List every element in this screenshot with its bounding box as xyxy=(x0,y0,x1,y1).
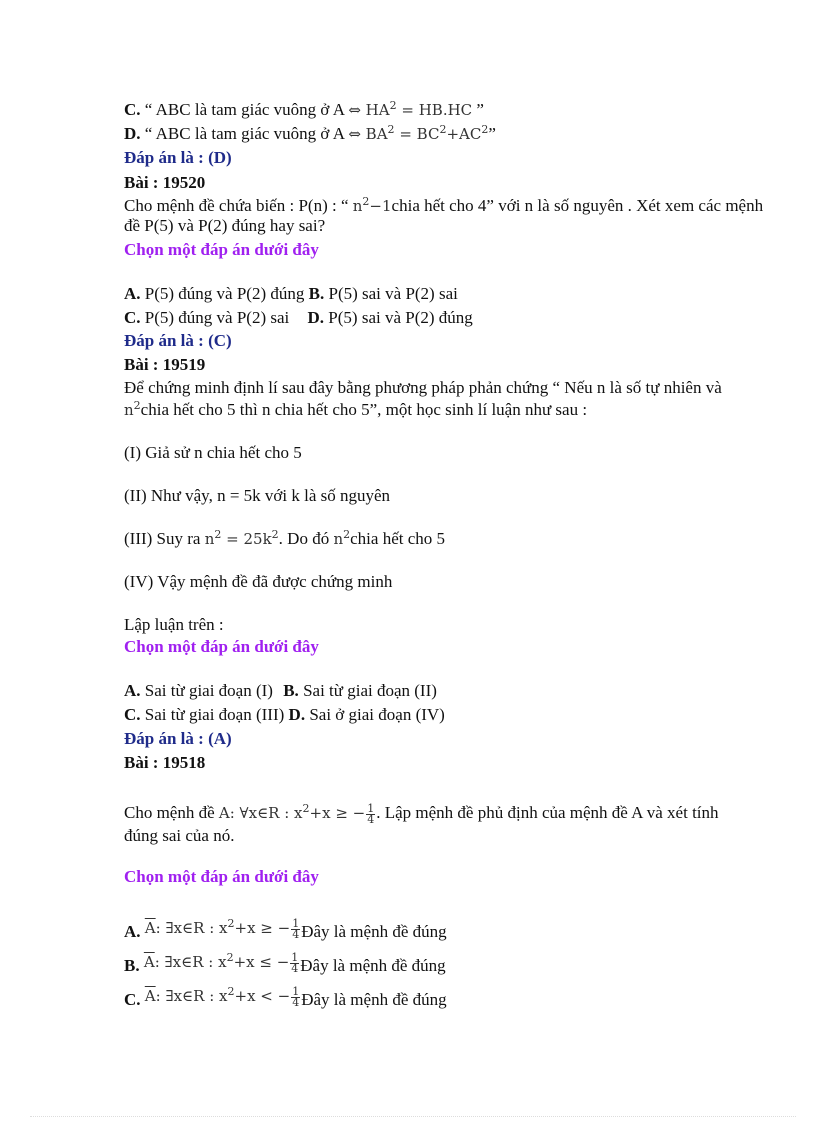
q2-option-b[interactable]: B. Sai từ giai đoạn (II) xyxy=(283,681,437,700)
q2-title: Bài : 19519 xyxy=(124,355,206,374)
q2-step1: (I) Giả sử n chia hết cho 5 xyxy=(124,443,302,462)
q2-answer: Đáp án là : (A) xyxy=(124,729,232,748)
prev-answer: Đáp án là : (D) xyxy=(124,148,232,167)
q2-step3: (III) Suy ra $n^2 = 25k^2$. Do đó $n^2chia$ hết cho 5 xyxy=(124,528,446,548)
q2-option-d[interactable]: D. Sai ở giai đoạn (IV) xyxy=(288,705,445,724)
q3-statement: A: ∀x∈R : $x^2+x$ ≥ − $\frac{1}{4}$ xyxy=(218,801,375,826)
q1-line2: đề P(5) và P(2) đúng hay sai? xyxy=(124,216,326,235)
q2-options-row1 xyxy=(124,681,437,701)
page-footer-divider xyxy=(30,1116,796,1117)
q3-title: Bài : 19518 xyxy=(124,753,206,772)
q3-choose-label: Chọn một đáp án dưới đây xyxy=(124,867,319,886)
q1-choose-label: Chọn một đáp án dưới đây xyxy=(124,240,319,259)
q1-option-b[interactable]: B. P(5) sai và P(2) sai xyxy=(308,284,458,303)
q1-answer: Đáp án là : (C) xyxy=(124,331,232,350)
q1-option-c[interactable]: C. P(5) đúng và P(2) sai xyxy=(124,308,294,327)
q3-line2: đúng sai của nó. xyxy=(124,826,235,845)
q3-option-a[interactable]: A. $\overline{A}$: ∃x∈R : $x^2+x$ ≥ − $\frac{1}{4}$ Đây là mệnh đề đúng xyxy=(124,916,447,941)
q1-option-d[interactable]: D. P(5) sai và P(2) đúng xyxy=(307,308,473,327)
q2-option-c[interactable]: C. Sai từ giai đoạn (III) xyxy=(124,705,289,724)
q2-options-row2 xyxy=(124,705,445,725)
q3-line1: Cho mệnh đề A: ∀x∈R : $x^2+x$ ≥ − $\frac{1}{4}$ . Lập mệnh đề phủ định của mệnh đề A và xét tính xyxy=(124,801,719,826)
q2-conclusion: Lập luận trên : xyxy=(124,615,224,634)
q1-options-row1 xyxy=(124,284,458,304)
prev-option-c: C. “ ABC là tam giác vuông ở A ⇔ $HA^2 = HB.HC$ ” xyxy=(124,99,484,119)
q1-options-row2 xyxy=(124,308,473,328)
q2-line1: Để chứng minh định lí sau đây bằng phương pháp phản chứng “ Nếu n là số tự nhiên và xyxy=(124,378,722,397)
q3-option-b[interactable]: B. $\overline{A}$: ∃x∈R : $x^2+x$ ≤ − $\frac{1}{4}$ Đây là mệnh đề đúng xyxy=(124,950,446,975)
q1-option-a[interactable]: A. P(5) đúng và P(2) đúng xyxy=(124,284,309,303)
q3-fraction: $\frac{1}{4}$ xyxy=(367,801,375,826)
q1-title: Bài : 19520 xyxy=(124,173,206,192)
q2-option-a[interactable]: A. Sai từ giai đoạn (I) xyxy=(124,681,278,700)
q2-step4: (IV) Vậy mệnh đề đã được chứng minh xyxy=(124,572,393,591)
q2-line2: $n^2chia$ hết cho 5 thì n chia hết cho 5”, một học sinh lí luận như sau : xyxy=(124,399,588,419)
q2-choose-label: Chọn một đáp án dưới đây xyxy=(124,637,319,656)
q1-line1: Cho mệnh đề chứa biến : P(n) : “ $n^2-1chia$ hết cho 4” với n là số nguyên . Xét xem các mệnh xyxy=(124,195,764,215)
prev-option-d: D. “ ABC là tam giác vuông ở A ⇔ $BA^2 = BC^2+AC^2$” xyxy=(124,123,496,143)
q3-option-c[interactable]: C. $\overline{A}$: ∃x∈R : $x^2+x$ < − $\frac{1}{4}$ Đây là mệnh đề đúng xyxy=(124,984,447,1009)
q2-step2: (II) Như vậy, n = 5k với k là số nguyên xyxy=(124,486,391,505)
